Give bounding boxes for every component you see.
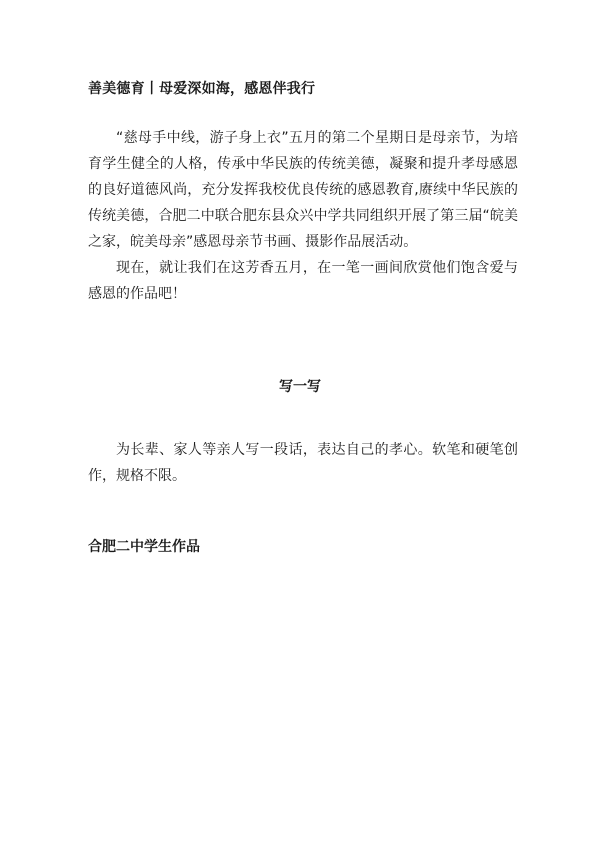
article-title: 善美德育丨母爱深如海，感恩伴我行 [88,81,316,97]
section-heading: 写一写 [279,379,321,395]
intro-paragraph: “慈母手中线，游子身上衣”五月的第二个星期日是母亲节，为培育学生健全的人格，传承中华民族的传统美德，凝聚和提升孝母感恩的良好道德风尚，充分发挥我校优良传统的感恩教育,赓续中华民族的传统美德，合肥二中联合肥东县众兴中学共同组织开展了第三届“皖美之家，皖美母亲”感恩母亲节书画、摄影作品展活动。 [88,130,518,250]
invitation-paragraph: 现在，就让我们在这芳香五月，在一笔一画间欣赏他们饱含爱与感恩的作品吧！ [88,260,518,302]
student-works-heading: 合肥二中学生作品 [88,539,200,555]
instruction-paragraph: 为长辈、家人等亲人写一段话，表达自己的孝心。软笔和硬笔创作，规格不限。 [88,442,518,484]
